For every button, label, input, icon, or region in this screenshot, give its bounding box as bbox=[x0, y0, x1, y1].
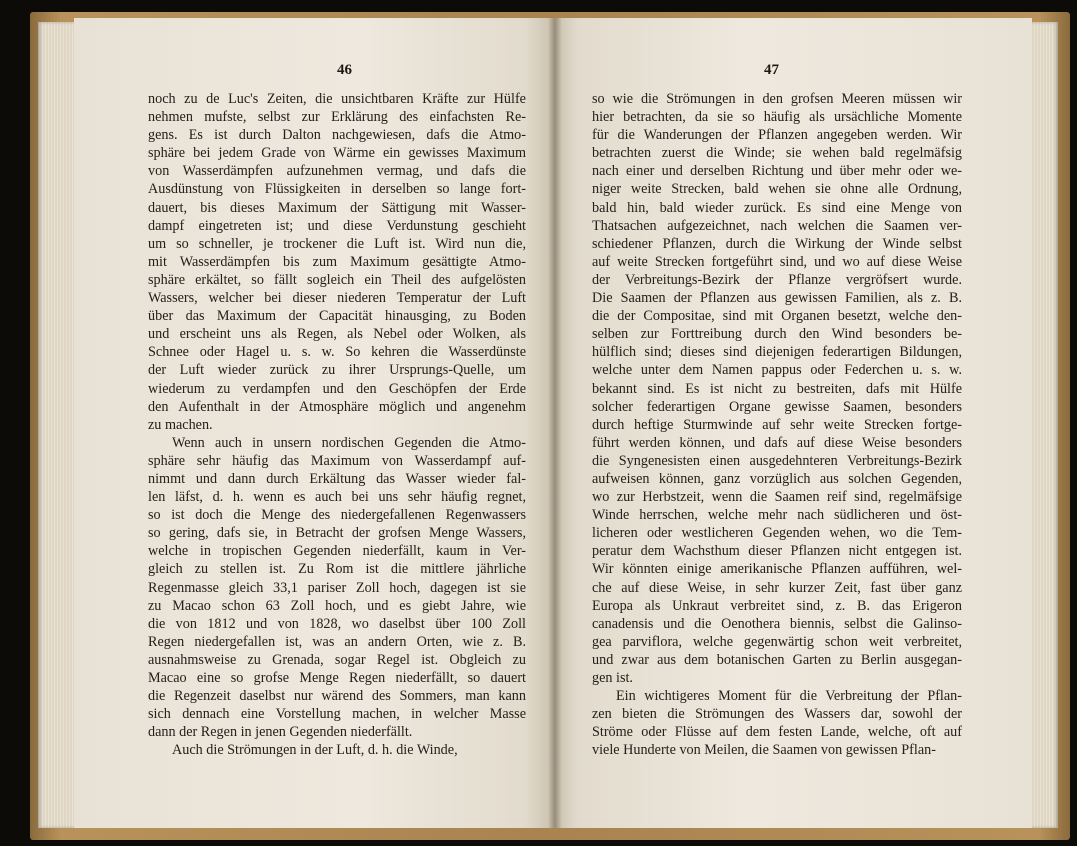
text-line: Wassers, welcher bei dieser niederen Temperatur der Luft bbox=[148, 290, 526, 307]
text-line: hülflich sind; dieses sind diejenigen federartigen Bildungen, bbox=[592, 344, 962, 361]
text-line: der Verbreitungs-Bezirk der Pflanze vergröfsert wurde. bbox=[592, 271, 962, 288]
text-line: die Regenzeit daselbst nur wärend des Sommers, man kann bbox=[148, 688, 526, 705]
text-line: Ausdünstung von Flüssigkeiten in derselben so lange fort- bbox=[148, 181, 526, 198]
text-line: dauert, bis dieses Maximum der Sättigung mit Wasser- bbox=[148, 199, 526, 216]
text-line: so wie die Strömungen in den grofsen Meeren müssen wir bbox=[592, 91, 962, 107]
text-line: niger weite Strecken, bald wehen sie ohne alle Ordnung, bbox=[592, 181, 962, 198]
text-line: sphäre bei jedem Grade von Wärme ein gewisses Maximum bbox=[148, 145, 526, 162]
text-line: für die Wanderungen der Pflanzen angegeben werden. Wir bbox=[592, 127, 962, 144]
text-line: und zwar aus dem botanischen Garten zu Berlin ausgegan- bbox=[592, 651, 962, 668]
left-page-number: 46 bbox=[337, 62, 352, 78]
text-line: Ein wichtigeres Moment für die Verbreitung der Pflan- bbox=[616, 688, 962, 705]
text-line: führt werden können, und dafs auf diese Weise besonders bbox=[592, 434, 962, 451]
text-line: betrachten zuerst die Winde; sie wehen bald regelmäfsig bbox=[592, 145, 962, 162]
text-line: wo zur Herbstzeit, wenn die Saamen reif sind, regelmäfsige bbox=[592, 489, 962, 506]
text-line: nimmt und dann durch Erkältung das Wasser wieder fal- bbox=[148, 470, 526, 487]
text-line: Wir könnten einige amerikanische Pflanzen aufführen, wel- bbox=[592, 561, 962, 578]
text-line: die von 1812 und von 1828, wo daselbst über 100 Zoll bbox=[148, 615, 526, 632]
text-line: Wenn auch in unsern nordischen Gegenden die Atmo- bbox=[172, 434, 526, 451]
text-line: peratur dem Wachsthum dieser Pflanzen nicht entgegen ist. bbox=[592, 543, 962, 560]
text-line: sphäre sehr häufig das Maximum von Wasserdampf auf- bbox=[148, 452, 526, 469]
text-line: mit Wasserdämpfen bis zum Maximum gesättigte Atmo- bbox=[148, 253, 526, 270]
text-line: gens. Es ist durch Dalton nachgewiesen, dafs die Atmo- bbox=[148, 127, 526, 144]
text-line: solcher federartigen Organe gewisse Saamen, besonders bbox=[592, 398, 962, 415]
text-line: schiedener Pflanzen, durch die Wirkung der Winde selbst bbox=[592, 235, 962, 252]
text-line: zu Macao schon 63 Zoll hoch, und es giebt Jahre, wie bbox=[148, 597, 526, 614]
text-line: noch zu de Luc's Zeiten, die unsichtbaren Kräfte zur Hülfe bbox=[148, 91, 526, 107]
text-line: und erscheint uns als Regen, als Nebel oder Wolken, als bbox=[148, 326, 526, 343]
text-line: sphäre erkältet, so fällt sogleich ein Theil des aufgelösten bbox=[148, 271, 526, 288]
text-line: so gering, dafs sie, in Betracht der grofsen Menge Wassers, bbox=[148, 525, 526, 542]
text-line: von Wasserdämpfen aufzunehmen vermag, und dafs die bbox=[148, 163, 526, 180]
text-line: aufweisen können, ganz vorzüglich aus solchen Gegenden, bbox=[592, 470, 962, 487]
text-line: bekannt sind. Es ist nicht zu bestreiten, dafs mit Hülfe bbox=[592, 380, 962, 397]
text-line: Schnee oder Hagel u. s. w. So kehren die Wasserdünste bbox=[148, 344, 526, 361]
book-gutter bbox=[548, 18, 562, 828]
text-line: nach einer und derselben Richtung und über mehr oder we- bbox=[592, 163, 962, 180]
text-line: welche unter dem Namen pappus oder Federchen u. s. w. bbox=[592, 362, 962, 379]
text-line: sich dennach eine Vorstellung machen, in welcher Masse bbox=[148, 706, 526, 723]
text-line: canadensis und die Oenothera biennis, selbst die Galinso- bbox=[592, 615, 962, 632]
text-line: über das Maximum der Capacität hinausging, zu Boden bbox=[148, 308, 526, 325]
text-line: die Syngenesisten einen ausgedehnteren Verbreitungs-Bezirk bbox=[592, 452, 962, 469]
text-line: licheren oder westlicheren Gegenden wehen, wo die Tem- bbox=[592, 525, 962, 542]
text-line: zen bieten die Strömungen des Wassers dar, sowohl der bbox=[592, 706, 962, 723]
text-line: Thatsachen aufgezeichnet, nach welchen die Saamen ver- bbox=[592, 217, 962, 234]
text-line: len läfst, d. h. wenn es auch bei uns sehr häufig regnet, bbox=[148, 489, 526, 506]
left-page-text bbox=[148, 90, 526, 759]
text-line: nehmen mufste, selbst zur Erklärung des einfachsten Re- bbox=[148, 109, 526, 126]
right-page-text bbox=[592, 90, 962, 759]
text-line: auf weite Strecken fortgeführt sind, und wo auf diese Weise bbox=[592, 253, 962, 270]
text-line: welche in tropischen Gegenden niederfällt, kaum in Ver- bbox=[148, 543, 526, 560]
text-line: dann der Regen in jenen Gegenden niederfällt. bbox=[148, 724, 413, 741]
page-edges-right bbox=[1030, 22, 1058, 828]
text-line: dampf eingetreten ist; und diese Verdunstung geschieht bbox=[148, 217, 526, 234]
text-line: Ströme oder Flüsse auf dem festen Lande, welche, oft auf bbox=[592, 724, 962, 741]
text-line: Europa als Unkraut verbreitet sind, z. B. das Erigeron bbox=[592, 597, 962, 614]
text-line: hier betrachten, da sie so häufig als ursächliche Momente bbox=[592, 109, 962, 126]
text-line: wiederum zu verdampfen und den Geschöpfen der Erde bbox=[148, 380, 526, 397]
text-line: Winde herrschen, welche mehr nach südlicheren und öst- bbox=[592, 507, 962, 524]
text-line: che auf diese Weise, in sehr kurzer Zeit, fast über ganz bbox=[592, 579, 962, 596]
text-line: um so schneller, je trockener die Luft ist. Wird nun die, bbox=[148, 235, 526, 252]
text-line: Auch die Strömungen in der Luft, d. h. die Winde, bbox=[172, 742, 458, 759]
text-line: bald hin, bald wieder zurück. Es sind eine Menge von bbox=[592, 199, 962, 216]
text-line: Macao eine so grofse Menge Regen niederfällt, so dauert bbox=[148, 670, 526, 686]
text-line: Regen niedergefallen ist, was an andern Orten, wie z. B. bbox=[148, 633, 526, 650]
text-line: gea parviflora, welche gegenwärtig schon weit verbreitet, bbox=[592, 633, 962, 650]
text-line: der Luft wieder zurück zu ihrer Ursprungs-Quelle, um bbox=[148, 362, 526, 379]
page-edges-left bbox=[38, 22, 78, 828]
text-line: gleich zu stellen ist. Zu Rom ist die mittlere jährliche bbox=[148, 561, 526, 578]
text-line: gen ist. bbox=[592, 670, 633, 686]
text-line: ausnahmsweise zu Grenada, sogar Regel ist. Obgleich zu bbox=[148, 651, 526, 668]
text-line: durch heftige Sturmwinde auf sehr weite Strecken fortge- bbox=[592, 416, 962, 433]
text-line: viele Hunderte von Meilen, die Saamen von gewissen Pflan- bbox=[592, 742, 936, 759]
right-page-number: 47 bbox=[764, 62, 779, 78]
text-line: selben zur Forttreibung durch den Wind besonders be- bbox=[592, 326, 962, 343]
text-line: den Aufenthalt in der Atmosphäre möglich und angenehm bbox=[148, 398, 526, 415]
text-line: Die Saamen der Pflanzen aus gewissen Familien, als z. B. bbox=[592, 290, 962, 307]
text-line: so ist doch die Menge des niedergefallenen Regenwassers bbox=[148, 507, 526, 524]
text-line: zu machen. bbox=[148, 416, 213, 433]
text-line: Regenmasse gleich 33,1 pariser Zoll hoch, dagegen ist sie bbox=[148, 579, 526, 596]
text-line: die der Compositae, sind mit Organen besetzt, welche den- bbox=[592, 308, 962, 325]
